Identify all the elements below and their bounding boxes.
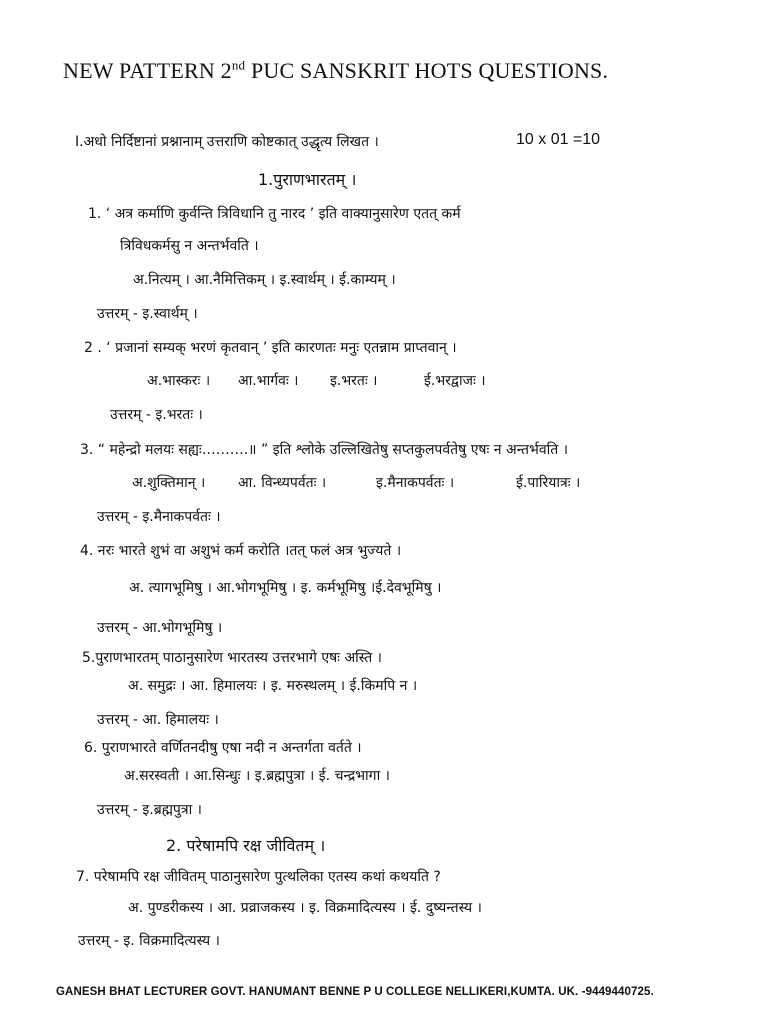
instruction-text: I.अधो निर्दिष्टानां प्रश्नानाम् उत्तराणि कोष्टकात् उद्धृत्य लिखत । (75, 134, 379, 150)
q1-question-line1: 1. ‘ अत्र कर्माणि कुर्वन्ति त्रिविधानि तु नारद ’ इति वाक्यानुसारेण एतत् कर्म (88, 206, 461, 222)
q4-question: 4. नरः भारते शुभं वा अशुभं कर्म करोति ।तत् फलं अत्र भुज्यते । (80, 543, 402, 559)
page-title: NEW PATTERN 2nd PUC SANSKRIT HOTS QUESTIONS. (63, 57, 609, 83)
q5-options: अ. समुद्रः । आ. हिमालयः । इ. मरुस्थलम् । ई.किमपि न । (128, 678, 418, 694)
q1-question-line2: त्रिविधकर्मसु न अन्तर्भवति । (120, 238, 259, 254)
q4-options: अ. त्यागभूमिषु । आ.भोगभूमिषु । इ. कर्मभूमिषु ।ई.देवभूमिषु । (129, 580, 442, 596)
section-heading-1: 1.पुराणभारतम् । (258, 170, 357, 189)
q4-answer: उत्तरम् - आ.भोगभूमिषु । (97, 620, 223, 636)
section-heading-2: 2. परेषामपि रक्ष जीवितम् । (166, 836, 326, 855)
q2-answer: उत्तरम् - इ.भरतः । (110, 407, 203, 423)
q3-option-c: इ.मैनाकपर्वतः । (376, 475, 455, 491)
q2-option-b: आ.भार्गवः । (238, 373, 299, 389)
q2-option-d: ई.भरद्वाजः । (424, 373, 486, 389)
q1-options: अ.नित्यम् । आ.नैमित्तिकम् । इ.स्वार्थम् । ई.काम्यम् । (133, 272, 396, 288)
q2-option-c: इ.भरतः । (330, 373, 378, 389)
q5-question: 5.पुराणभारतम् पाठानुसारेण भारतस्य उत्तरभागे एषः अस्ति । (82, 650, 382, 666)
q3-option-a: अ.शुक्तिमान् । (132, 475, 206, 491)
q7-answer: उत्तरम् - इ. विक्रमादित्यस्य । (78, 933, 220, 949)
q6-answer: उत्तरम् - इ.ब्रह्मपुत्रा । (97, 802, 202, 818)
q6-options: अ.सरस्वती । आ.सिन्धुः । इ.ब्रह्मपुत्रा । ई. चन्द्रभागा । (124, 768, 390, 784)
q3-option-d: ई.पारियात्रः । (516, 475, 581, 491)
marks-label: 10 x 01 =10 (516, 131, 601, 148)
footer-credit: GANESH BHAT LECTURER GOVT. HANUMANT BENNE P U COLLEGE NELLIKERI,KUMTA. UK. -9449440725. (56, 986, 654, 998)
q2-question: 2 . ‘ प्रजानां सम्यक् भरणं कृतवान् ’ इति कारणतः मनुः एतन्नाम प्राप्तवान् । (84, 340, 457, 356)
q2-option-a: अ.भास्करः । (147, 373, 211, 389)
q3-option-b: आ. विन्ध्यपर्वतः । (238, 475, 327, 491)
q3-question: 3. “ महेन्द्रो मलयः सह्यः……….॥ ” इति श्लोके उल्लिखितेषु सप्तकुलपर्वतेषु एषः न अन्तर्भवति । (80, 442, 569, 458)
q5-answer: उत्तरम् - आ. हिमालयः । (97, 712, 219, 728)
q3-answer: उत्तरम् - इ.मैनाकपर्वतः । (97, 509, 221, 525)
q7-question: 7. परेषामपि रक्ष जीवितम् पाठानुसारेण पुत्थलिका एतस्य कथां कथयति ? (76, 869, 441, 885)
q6-question: 6. पुराणभारते वर्णितनदीषु एषा नदी न अन्तर्गता वर्तते । (84, 740, 362, 756)
q1-answer: उत्तरम् - इ.स्वार्थम् । (97, 306, 198, 322)
q7-options: अ. पुण्डरीकस्य । आ. प्रव्राजकस्य । इ. विक्रमादित्यस्य । ई. दुष्यन्तस्य । (128, 900, 482, 916)
